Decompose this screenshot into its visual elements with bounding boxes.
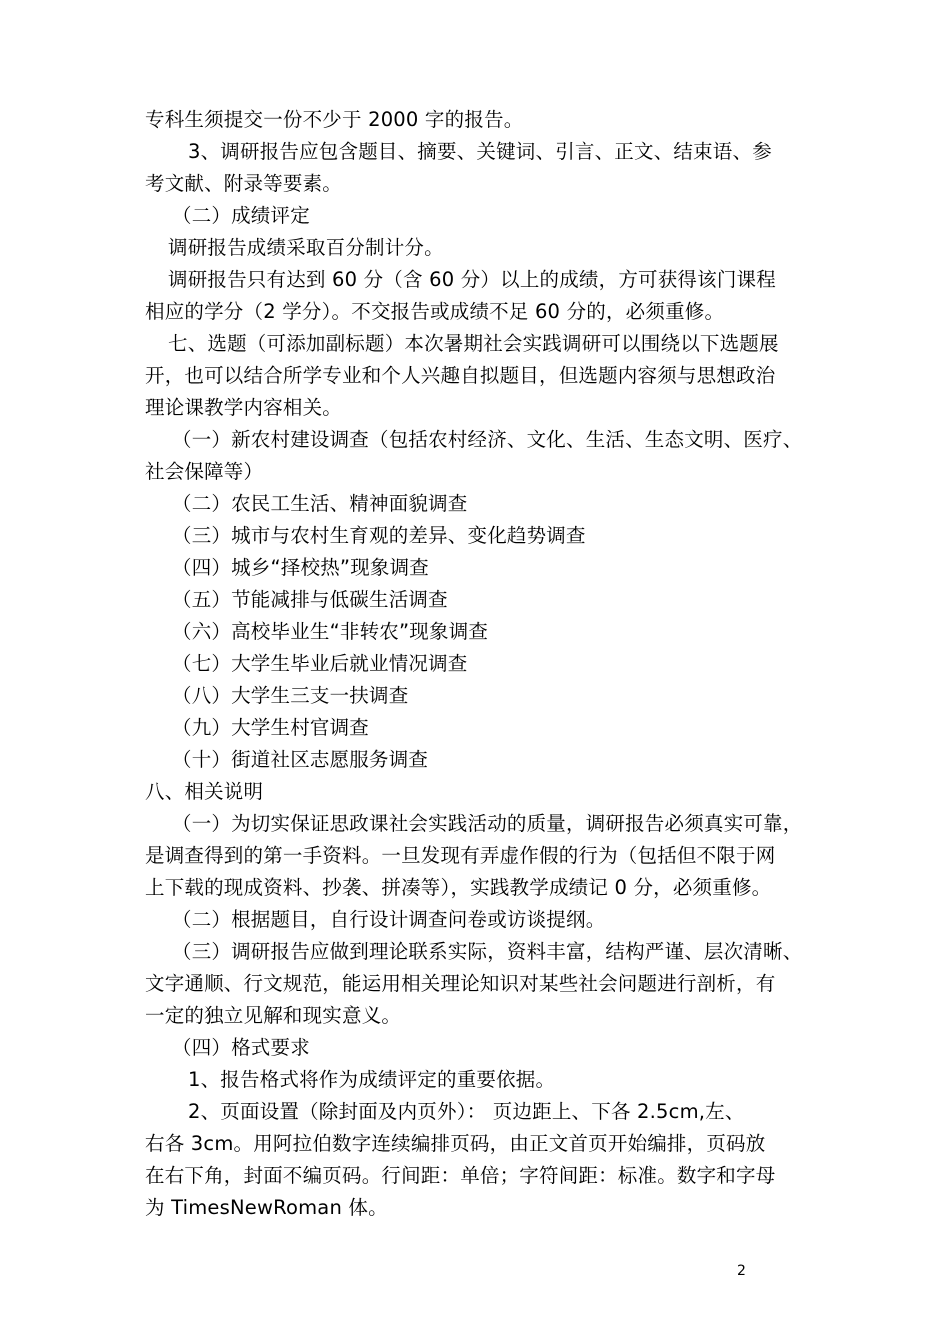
text-line: 2、页面设置（除封面及内页外）： 页边距上、下各 2.5cm,左、 — [188, 1100, 745, 1123]
list-item: （五）节能减排与低碳生活调查 — [172, 588, 448, 611]
text-line: 上下载的现成资料、抄袭、拼凑等），实践教学成绩记 0 分，必须重修。 — [145, 876, 772, 899]
text-line: （一）为切实保证思政课社会实践活动的质量，调研报告必须真实可靠， — [172, 812, 803, 835]
text-line: 开，也可以结合所学专业和个人兴趣自拟题目，但选题内容须与思想政治 — [145, 364, 776, 387]
page-number: 2 — [737, 1263, 746, 1279]
list-item: （三）城市与农村生育观的差异、变化趋势调查 — [172, 524, 586, 547]
text-line: 相应的学分（2 学分）。不交报告或成绩不足 60 分的，必须重修。 — [145, 300, 725, 323]
text-line: （二）根据题目，自行设计调查问卷或访谈提纲。 — [172, 908, 606, 931]
list-item: （二）农民工生活、精神面貌调查 — [172, 492, 468, 515]
list-item: （十）街道社区志愿服务调查 — [172, 748, 429, 771]
text-line: 1、报告格式将作为成绩评定的重要依据。 — [188, 1068, 556, 1091]
text-line: 社会保障等） — [145, 460, 264, 483]
text-line: 文字通顺、行文规范，能运用相关理论知识对某些社会问题进行剖析，有 — [145, 972, 776, 995]
list-item: （八）大学生三支一扶调查 — [172, 684, 409, 707]
text-line: 一定的独立见解和现实意义。 — [145, 1004, 402, 1027]
list-item: （九）大学生村官调查 — [172, 716, 370, 739]
text-line: 专科生须提交一份不少于 2000 字的报告。 — [145, 108, 524, 131]
text-line: 是调查得到的第一手资料。一旦发现有弄虚作假的行为（包括但不限于网 — [145, 844, 776, 867]
section-heading: （四）格式要求 — [172, 1036, 310, 1059]
list-item: （六）高校毕业生“非转农”现象调查 — [172, 620, 489, 643]
text-line: （三）调研报告应做到理论联系实际，资料丰富，结构严谨、层次清晰、 — [172, 940, 803, 963]
section-heading: 八、相关说明 — [145, 780, 264, 803]
list-item: （一）新农村建设调查（包括农村经济、文化、生活、生态文明、医疗、 — [172, 428, 803, 451]
list-item: （四）城乡“择校热”现象调查 — [172, 556, 430, 579]
text-line: 3、调研报告应包含题目、摘要、关键词、引言、正文、结束语、参 — [188, 140, 772, 163]
text-line: 调研报告成绩采取百分制计分。 — [168, 236, 444, 259]
text-line: 在右下角，封面不编页码。行间距：单倍；字符间距：标准。数字和字母 — [145, 1164, 776, 1187]
text-line: 为 TimesNewRoman 体。 — [145, 1196, 388, 1219]
text-line: 右各 3cm。用阿拉伯数字连续编排页码，由正文首页开始编排，页码放 — [145, 1132, 766, 1155]
text-line: 考文献、附录等要素。 — [145, 172, 343, 195]
list-item: （七）大学生毕业后就业情况调查 — [172, 652, 468, 675]
text-line: 调研报告只有达到 60 分（含 60 分）以上的成绩，方可获得该门课程 — [168, 268, 776, 291]
section-heading: 七、选题（可添加副标题）本次暑期社会实践调研可以围绕以下选题展 — [168, 332, 779, 355]
text-line: 理论课教学内容相关。 — [145, 396, 343, 419]
section-heading: （二）成绩评定 — [172, 204, 310, 227]
